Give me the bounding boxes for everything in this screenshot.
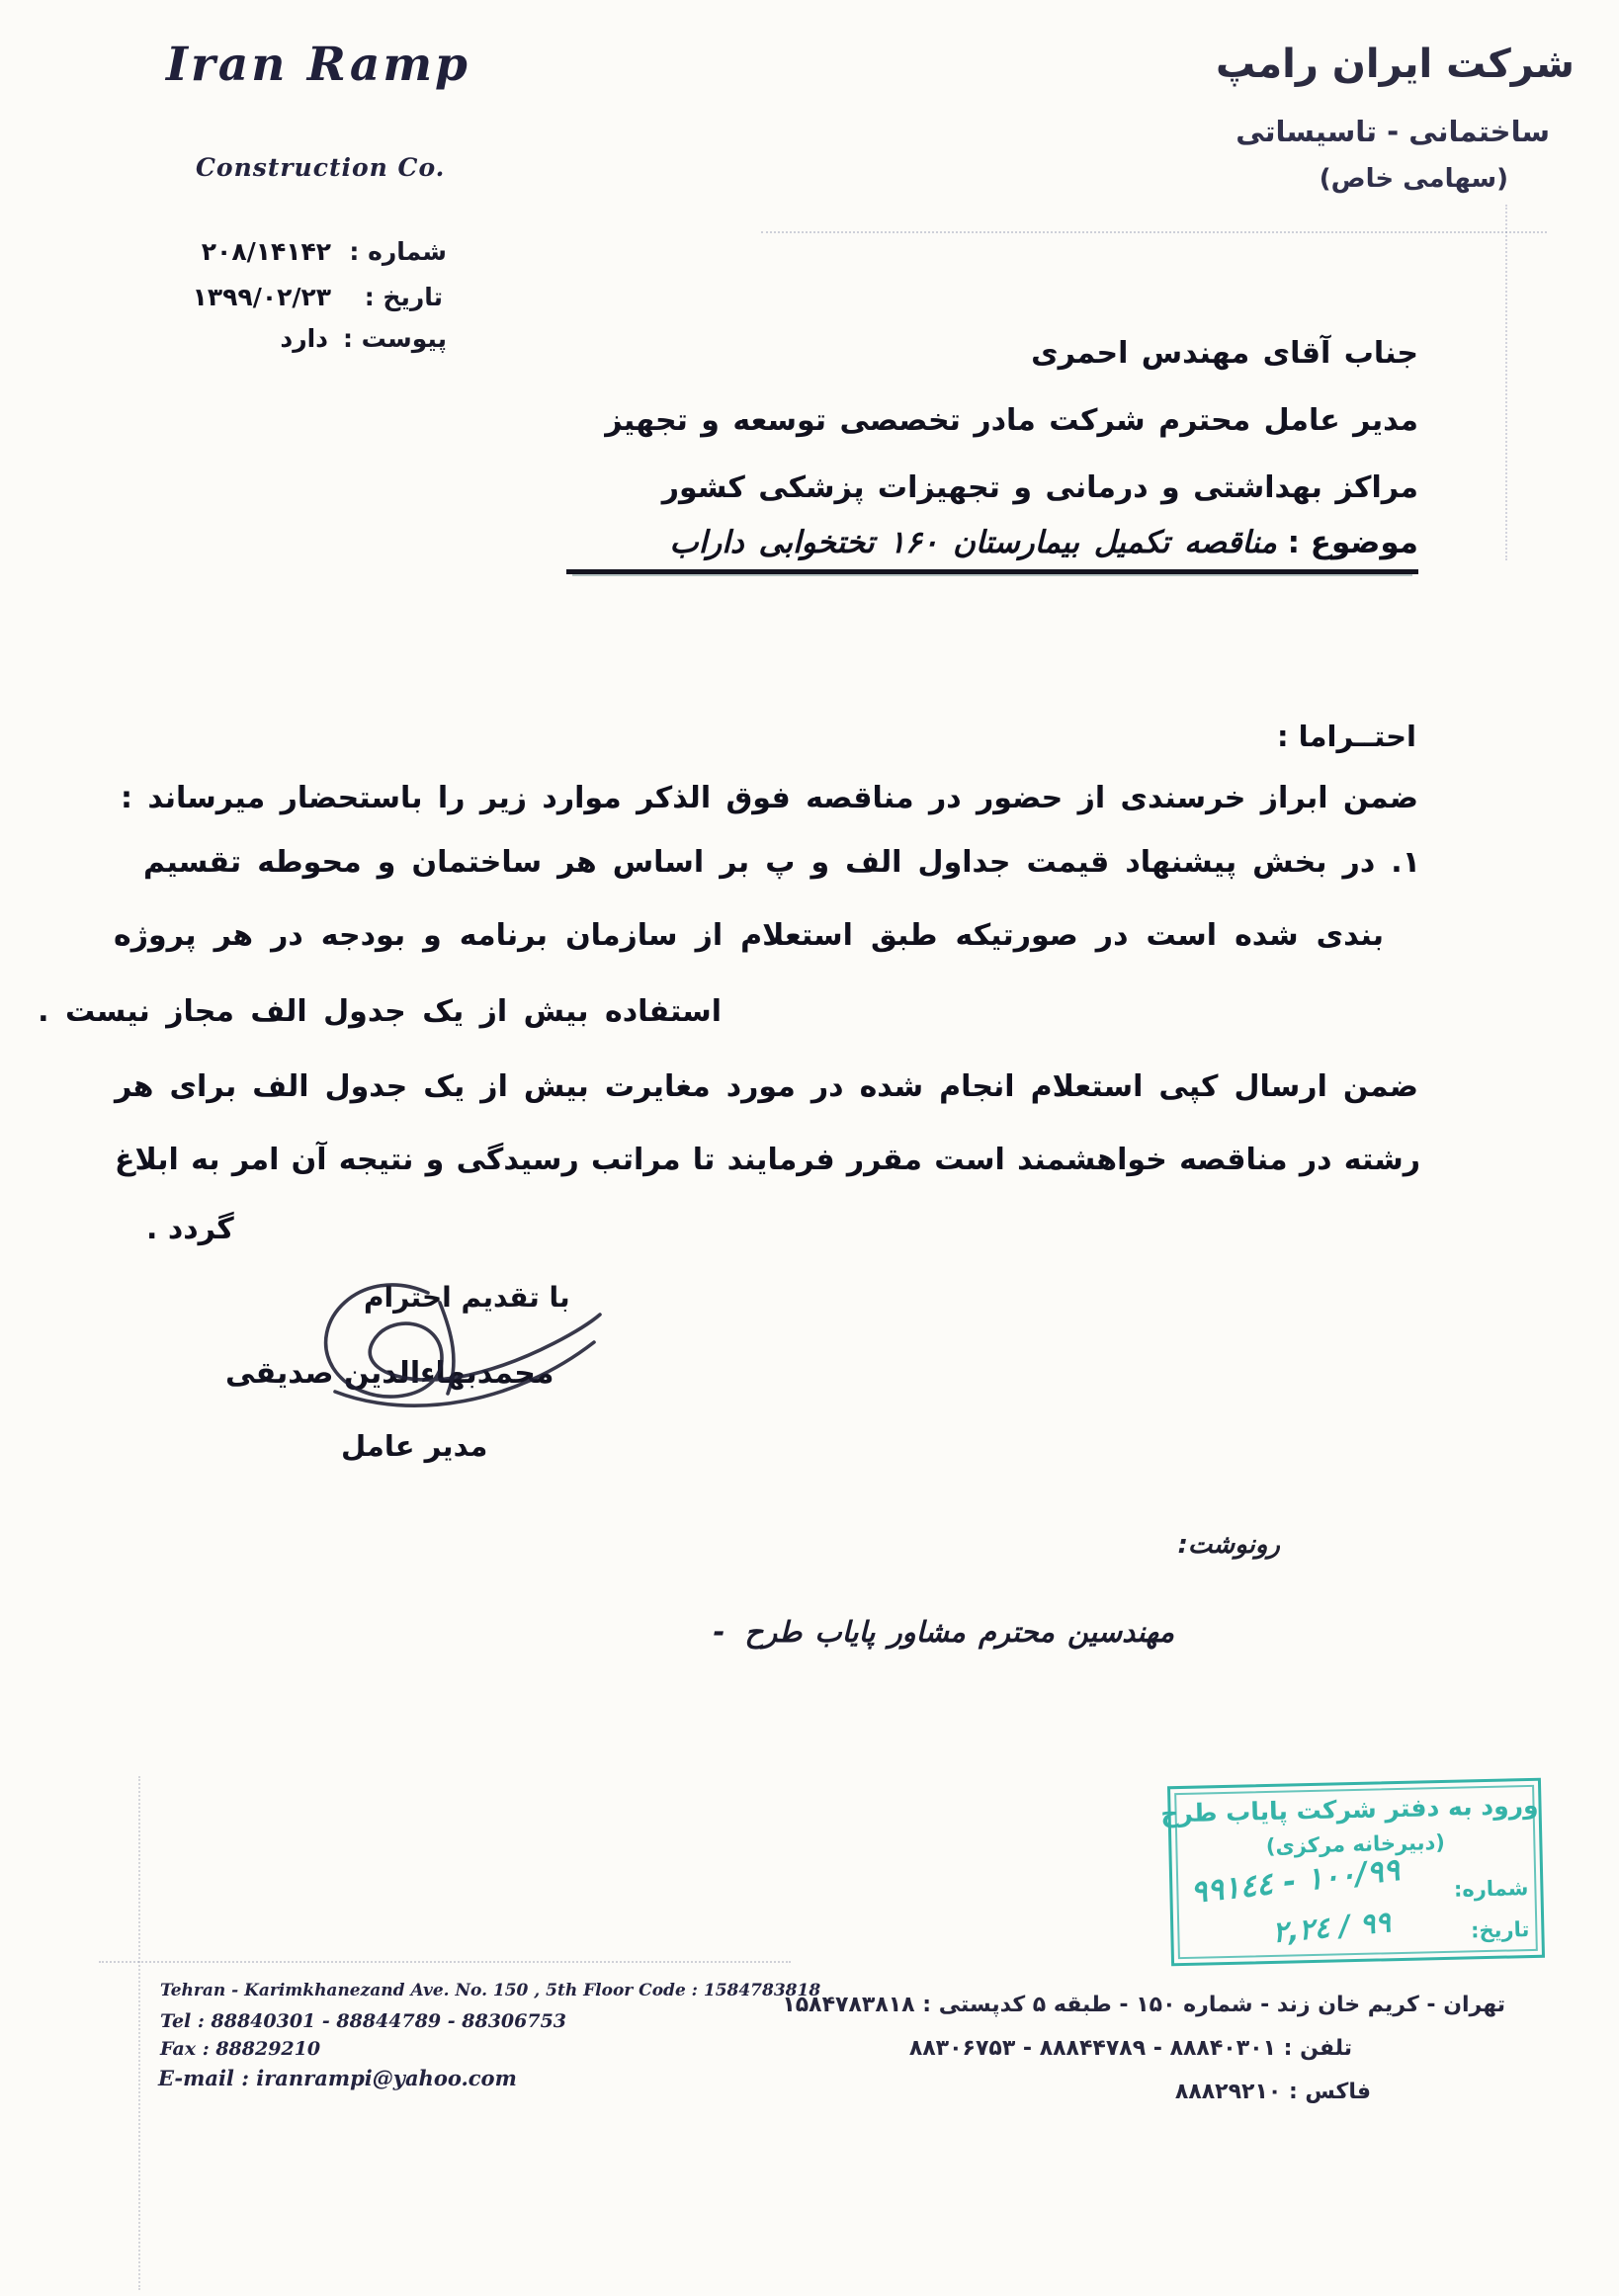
cc-item: مهندسین محترم مشاور پایاب طرح (744, 1615, 1174, 1649)
stamp-subtitle: (دبیرخانه مرکزی) (1265, 1829, 1446, 1859)
cc-label: رونوشت: (1177, 1530, 1280, 1560)
ref-number-value: ۲۰۸/۱۴۱۴۲ (201, 237, 331, 266)
body-line-para2-b: رشته در مناقصه خواهشمند است مقرر فرمایند تا مراتب رسیدگی و نتیجه آن امر به ابلاغ (115, 1143, 1420, 1177)
subject-text: مناقصه تکمیل بیمارستان ۱۶۰ تختخوابی داراب (669, 525, 1277, 560)
body-line-para2-c: گردد . (146, 1212, 234, 1246)
signatory-name: محمدبهاءالدین صدیقی (225, 1356, 554, 1391)
letter-date-value: ۱۳۹۹/۰۲/۲۳ (192, 283, 331, 311)
footer-tel-en: Tel : 88840301 - 88844789 - 88306753 (160, 2010, 567, 2032)
body-line-item1-a: ۱. در بخش پیشنهاد قیمت جداول الف و پ بر اساس هر ساختمان و محوطه تقسیم (143, 845, 1420, 880)
stamp-number-value: ١٠٠/٩٩ - ٩٩١٤٤ (1188, 1851, 1402, 1911)
footer-fax-fa: فاکس : ۸۸۸۲۹۲۱۰ (1174, 2080, 1371, 2104)
scan-fold-line-bottom (99, 1961, 791, 1963)
subject-line (566, 525, 1418, 574)
signatory-title: مدیر عامل (341, 1429, 488, 1463)
stamp-date-label: تاریخ: (1470, 1917, 1530, 1943)
ref-number-label: شماره : (349, 237, 447, 266)
body-line-item1-b: بندی شده است در صورتیکه طبق استعلام از سازمان برنامه و بودجه در هر پروژه (114, 918, 1384, 953)
subject-label: موضوع : (1287, 525, 1418, 560)
recipient-line-2: مدیر عامل محترم شرکت مادر تخصصی توسعه و تجهیز (605, 403, 1418, 438)
salutation: احتــراما : (1276, 720, 1416, 753)
cc-dash: - (713, 1615, 725, 1649)
attachment-label: پیوست : (342, 324, 447, 353)
body-line-para2-a: ضمن ارسال کپی استعلام انجام شده در مورد مغایرت بیش از یک جدول الف برای هر (115, 1069, 1418, 1104)
recipient-line-1: جناب آقای مهندس احمری (1031, 336, 1418, 371)
signature-scribble (292, 1271, 618, 1439)
recipient-line-3: مراکز بهداشتی و درمانی و تجهیزات پزشکی کشور (661, 470, 1418, 505)
scan-fold-line-left (138, 1776, 140, 2290)
footer-address-fa: تهران - کریم خان زند - شماره ۱۵۰ - طبقه ۵ کدپستی : ۱۵۸۴۷۸۳۸۱۸ (782, 1993, 1505, 2017)
footer-address-en: Tehran - Karimkhanezand Ave. No. 150 , 5th Floor Code : 1584783818 (160, 1981, 821, 2000)
entry-stamp (1160, 1778, 1545, 1967)
body-line-item1-c: استفاده بیش از یک جدول الف مجاز نیست . (38, 994, 722, 1029)
footer-email-en: E-mail : iranrampi@yahoo.com (158, 2066, 517, 2090)
body-line-intro: ضمن ابراز خرسندی از حضور در مناقصه فوق الذکر موارد زیر را باستحضار میرساند : (121, 781, 1418, 815)
footer-fax-en: Fax : 88829210 (160, 2038, 321, 2060)
scan-fold-line-top (761, 231, 1547, 233)
stamp-number-label: شماره: (1453, 1876, 1529, 1902)
cc-item-row (713, 1615, 1174, 1649)
letter-date-label: تاریخ : (364, 283, 443, 311)
attachment-value: دارد (280, 324, 328, 353)
company-name-fa: شرکت ایران رامپ (1216, 42, 1575, 87)
closing-salutation: با تقدیم احترام (364, 1281, 570, 1314)
footer-tel-fa: تلفن : ۸۸۸۴۰۳۰۱ - ۸۸۸۴۴۷۸۹ - ۸۸۳۰۶۷۵۳ (908, 2036, 1352, 2061)
stamp-date-value: ٩٩ / ٢,٢٤ (1270, 1905, 1393, 1950)
letterhead-logo: Iran Ramp (166, 38, 470, 92)
stamp-title: ورود به دفتر شرکت پایاب طرح (1160, 1790, 1539, 1828)
company-field-fa: ساختمانی - تاسیساتی (1236, 115, 1550, 148)
company-type-fa: (سهامی خاص) (1319, 164, 1508, 194)
scan-fold-line-right (1505, 205, 1507, 560)
letterhead-logo-subtitle: Construction Co. (196, 153, 446, 182)
